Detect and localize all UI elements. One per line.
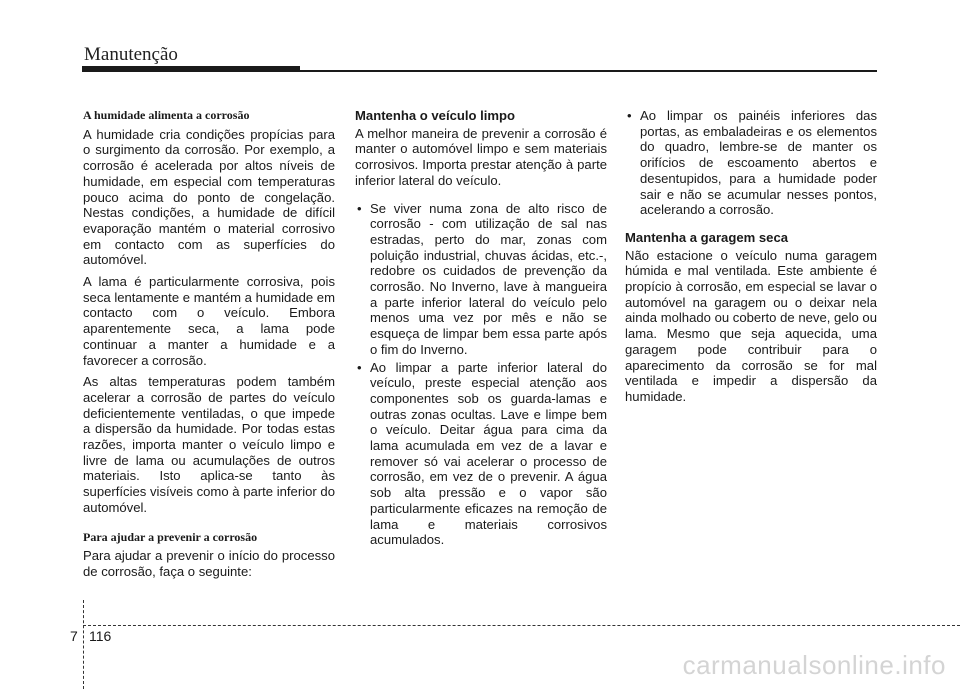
column-1 xyxy=(83,108,335,586)
paragraph: A melhor maneira de prevenir a corrosão é manter o automóvel limpo e sem materiais corrosivos. Importa prestar atenção à parte inferior lateral do veículo. xyxy=(355,125,607,188)
paragraph: A humidade cria condições propícias para o surgimento da corrosão. Por exemplo, a corrosão é acelerada por altos níveis de humidade, em especial com temperaturas pouco acima do ponto de congelação. Nestas condições, a humidade de difícil evaporação mantém o material corrosivo em contacto com as superfícies do automóvel. xyxy=(83,126,335,268)
heading-prevent: Para ajudar a prevenir a corrosão xyxy=(83,529,258,544)
footer-rule-horizontal xyxy=(83,625,960,626)
paragraph: Não estacione o veículo numa garagem húmida e mal ventilada. Este ambiente é propício à corrosão, em especial se lavar o automóvel na garagem ou o deixar nela ainda molhado ou coberto de neve, gelo ou lama. Mesmo que seja aquecida, uma garagem pode contribuir para o aparecimento da corrosão se for mal ventilada e impedir a dispersão da humidade. xyxy=(625,247,877,404)
list-item: • Se viver numa zona de alto risco de corrosão - com utilização de sal nas estradas, perto do mar, zonas com poluição industrial, chuvas ácidas, etc.-, redobre os cuidados de prevenção da corrosão. No Inverno, lave à mangueira a parte inferior lateral do veículo pelo menos uma vez por mês e não se esqueça de limpar bem essa parte após o fim do Inverno. xyxy=(355,201,607,358)
paragraph: A lama é particularmente corrosiva, pois seca lentamente e mantém a humidade em contacto com o veículo. Embora aparentemente seca, a lama pode continuar a manter a humidade e a favorecer a corrosão. xyxy=(83,274,335,368)
heading-humidity: A humidade alimenta a corrosão xyxy=(83,108,250,122)
section-title: Manutenção xyxy=(84,44,178,65)
footer-rule-vertical xyxy=(83,600,84,689)
header-rule-thin xyxy=(300,70,877,72)
header-rule-thick xyxy=(82,66,300,72)
list-item: • Ao limpar a parte inferior lateral do veículo, preste especial atenção aos componentes sob os guarda-lamas e outras zonas ocultas. Lave e limpe bem o veículo. Deitar água para cima da lama acumulada em vez de a lavar e remover só vai acelerar o processo de corrosão, em vez de o prevenir. A água sob alta pressão e o vapor são particularmente eficazes na remoção de lama e materiais corrosivos acumulados. xyxy=(355,360,607,548)
heading-keep-clean: Mantenha o veículo limpo xyxy=(355,108,516,123)
column-2 xyxy=(355,108,607,550)
chapter-number: 7 xyxy=(70,628,78,644)
bullet-list xyxy=(355,201,607,548)
paragraph: As altas temperaturas podem também acelerar a corrosão de partes do veículo deficientemente ventiladas, o que impede a dispersão da humidade. Por todas estas razões, importa manter o veículo limpo e livre de lama ou acumulações de outros materiais. Isto aplica-se tanto às superfícies visíveis como à parte inferior do automóvel. xyxy=(83,374,335,515)
list-item: • Ao limpar os painéis inferiores das portas, as embaladeiras e os elementos do quadro, lembre-se de manter os orifícios de escoamento abertos e desentupidos, para a humidade poder sair e não se acumular nesses pontos, acelerando a corrosão. xyxy=(625,108,877,218)
paragraph: Para ajudar a prevenir o início do processo de corrosão, faça o seguinte: xyxy=(83,548,335,579)
heading-dry-garage: Mantenha a garagem seca xyxy=(625,229,789,245)
bullet-list xyxy=(625,108,877,218)
watermark: carmanualsonline.info xyxy=(682,650,946,680)
page-number: 116 xyxy=(89,628,112,644)
column-3 xyxy=(625,108,877,411)
